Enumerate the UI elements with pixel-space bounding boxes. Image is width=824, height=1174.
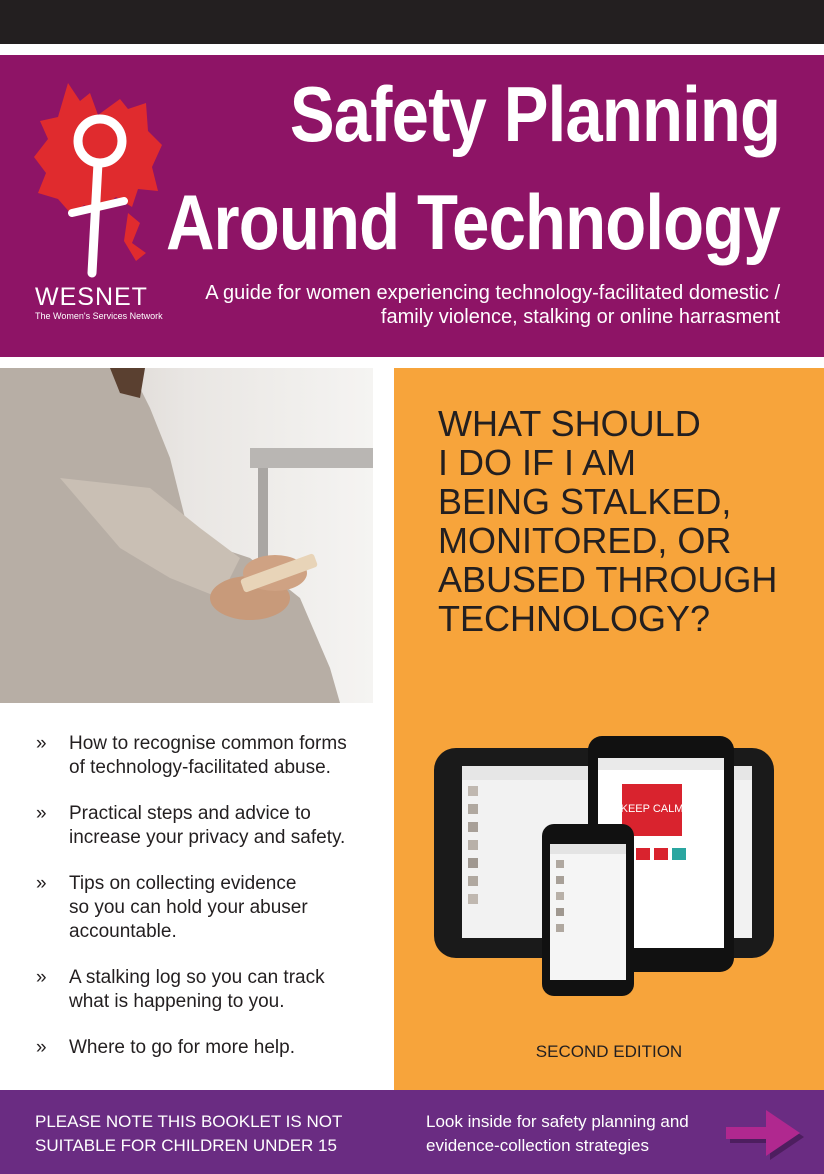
bullet-chevron-icon: » (36, 967, 47, 988)
list-item-line: increase your privacy and safety. (69, 827, 346, 848)
list-item (36, 802, 376, 850)
list-item-line: Practical steps and advice to (69, 803, 311, 824)
question-panel (394, 368, 824, 1090)
list-item-line: How to recognise common forms (69, 733, 347, 754)
title-line-2: Around Technology (166, 178, 780, 266)
list-item-line: so you can hold your abuser (69, 897, 308, 918)
list-item-line: A stalking log so you can track (69, 967, 325, 988)
wesnet-logo (28, 73, 168, 318)
question-line: MONITORED, OR (438, 520, 732, 561)
age-warning-line-1: PLEASE NOTE THIS BOOKLET IS NOT (35, 1112, 343, 1131)
subtitle-line-1: A guide for women experiencing technology-facilitated domestic / (205, 282, 780, 304)
list-item-line: accountable. (69, 921, 177, 942)
subtitle (205, 281, 780, 329)
title-line-1: Safety Planning (289, 70, 780, 158)
question-heading (438, 404, 818, 638)
bullet-chevron-icon: » (36, 1037, 47, 1058)
bullet-chevron-icon: » (36, 873, 47, 894)
look-inside-note (426, 1110, 689, 1158)
feature-list (36, 732, 376, 1060)
look-inside-line-2: evidence-collection strategies (426, 1136, 650, 1155)
list-item (36, 966, 376, 1014)
subtitle-line-2: family violence, stalking or online harrasment (380, 306, 780, 328)
question-line: BEING STALKED, (438, 481, 732, 522)
logo-subtitle: The Women's Services Network (35, 311, 163, 321)
header-banner (0, 55, 824, 357)
question-line: I DO IF I AM (438, 442, 637, 483)
logo-name: WESNET (35, 283, 148, 311)
edition-label: SECOND EDITION (535, 1042, 683, 1061)
question-line: TECHNOLOGY? (438, 598, 711, 639)
tablet-and-phone-image (432, 736, 782, 996)
list-item (36, 872, 376, 944)
bullet-chevron-icon: » (36, 733, 47, 754)
list-item (36, 732, 376, 780)
woman-with-phone-photo (0, 368, 373, 703)
bullet-chevron-icon: » (36, 803, 47, 824)
keep-calm-text: KEEP CALM (620, 803, 684, 815)
list-item-line: Where to go for more help. (69, 1037, 295, 1058)
list-item-line: what is happening to you. (69, 991, 285, 1012)
question-line: ABUSED THROUGH (438, 559, 778, 600)
list-item-line: of technology-facilitated abuse. (69, 757, 331, 778)
list-item-line: Tips on collecting evidence (69, 873, 297, 894)
next-arrow-icon (724, 1108, 804, 1162)
look-inside-line-1: Look inside for safety planning and (426, 1112, 689, 1131)
top-black-bar (0, 0, 824, 44)
age-warning-line-2: SUITABLE FOR CHILDREN UNDER 15 (35, 1136, 337, 1155)
footer-banner (0, 1090, 824, 1174)
question-line: WHAT SHOULD (438, 403, 701, 444)
list-item (36, 1036, 376, 1060)
age-warning (35, 1110, 342, 1158)
